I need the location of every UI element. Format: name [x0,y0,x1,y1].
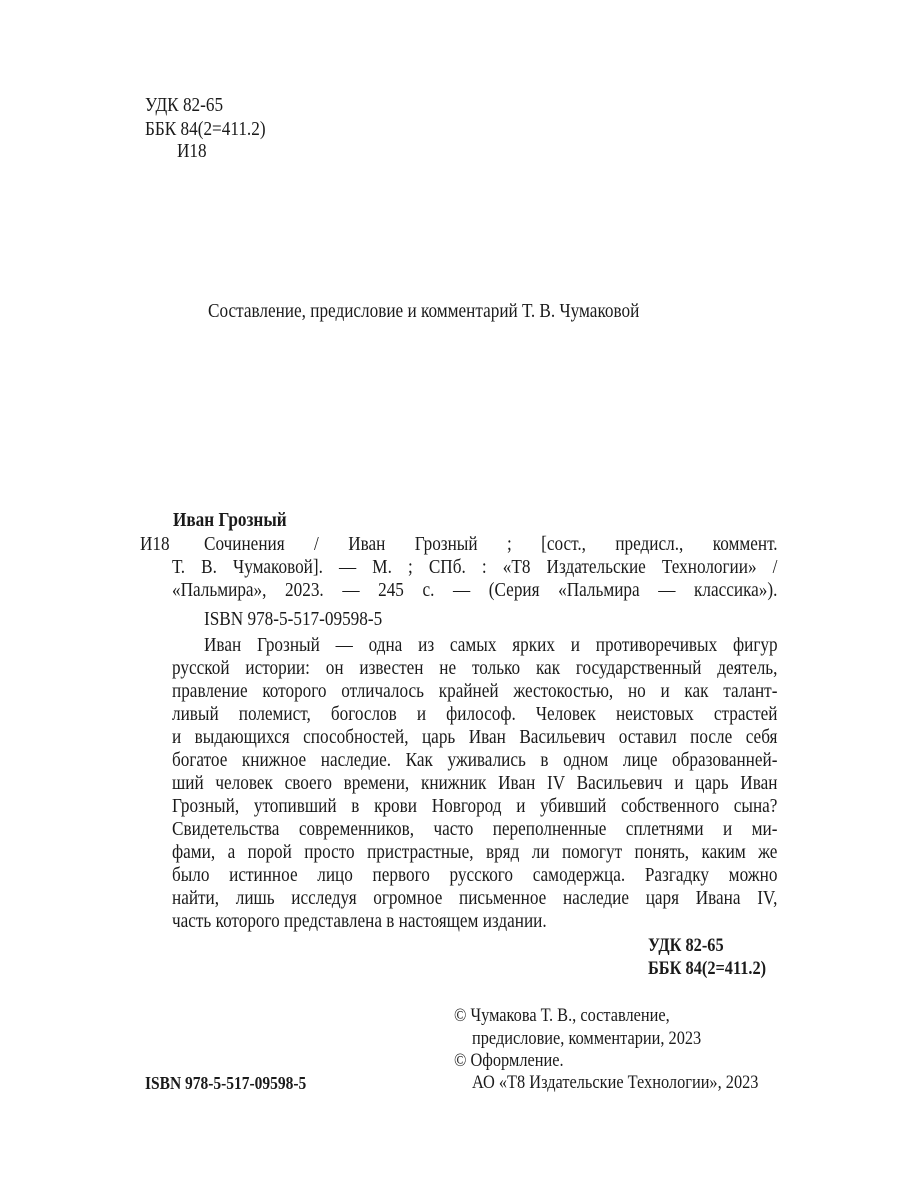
annotation-line: Иван Грозный — одна из самых ярких и противоречивых фигур [204,634,778,656]
annotation-line: было истинное лицо первого русского самодержца. Разгадку можно [172,864,778,886]
description-line: Сочинения / Иван Грозный ; [сост., предисл., коммент. [204,533,778,555]
copyright-line: предисловие, комментарии, 2023 [472,1028,702,1049]
annotation-line: Грозный, утопивший в крови Новгород и убивший собственного сына? [172,795,778,817]
card-isbn: ISBN 978-5-517-09598-5 [204,608,383,630]
annotation-line: русской истории: он известен не только как государственный деятель, [172,657,778,679]
card-author-mark: И18 [140,533,170,555]
author-mark: И18 [177,140,207,162]
annotation-line: часть которого представлена в настоящем издании. [172,910,547,932]
footer-isbn: ISBN 978-5-517-09598-5 [145,1073,307,1093]
compiler-note: Составление, предисловие и комментарий Т. В. Чумаковой [208,300,640,322]
annotation-line: и выдающихся способностей, царь Иван Васильевич оставил после себя [172,726,778,748]
copyright-line: © Оформление. [454,1050,564,1071]
annotation-line: правление которого отличалось крайней жестокостью, но и как талант- [172,680,778,702]
annotation-line: Свидетельства современников, часто переполненные сплетнями и ми- [172,818,778,840]
copyright-line: © Чумакова Т. В., составление, [454,1005,670,1026]
author-heading: Иван Грозный [173,509,287,531]
copyright-line: АО «Т8 Издательские Технологии», 2023 [472,1072,759,1093]
annotation-line: фами, а порой просто пристрастные, вряд ли помогут понять, каким же [172,841,778,863]
annotation-line: ливый полемист, богослов и философ. Человек неистовых страстей [172,703,778,725]
description-line: Т. В. Чумаковой]. — М. ; СПб. : «Т8 Издательские Технологии» / [172,556,778,578]
annotation-line: найти, лишь исследуя огромное письменное наследие царя Ивана IV, [172,887,778,909]
card-udk: УДК 82-65 [648,935,724,956]
udk-code: УДК 82-65 [145,94,224,116]
annotation-line: ший человек своего времени, книжник Иван IV Васильевич и царь Иван [172,772,778,794]
annotation-line: богатое книжное наследие. Как уживались в одном лице образованней- [172,749,778,771]
bbk-code: ББК 84(2=411.2) [145,118,266,140]
card-bbk: ББК 84(2=411.2) [648,958,767,979]
description-line: «Пальмира», 2023. — 245 с. — (Серия «Пальмира — классика»). [172,579,778,601]
